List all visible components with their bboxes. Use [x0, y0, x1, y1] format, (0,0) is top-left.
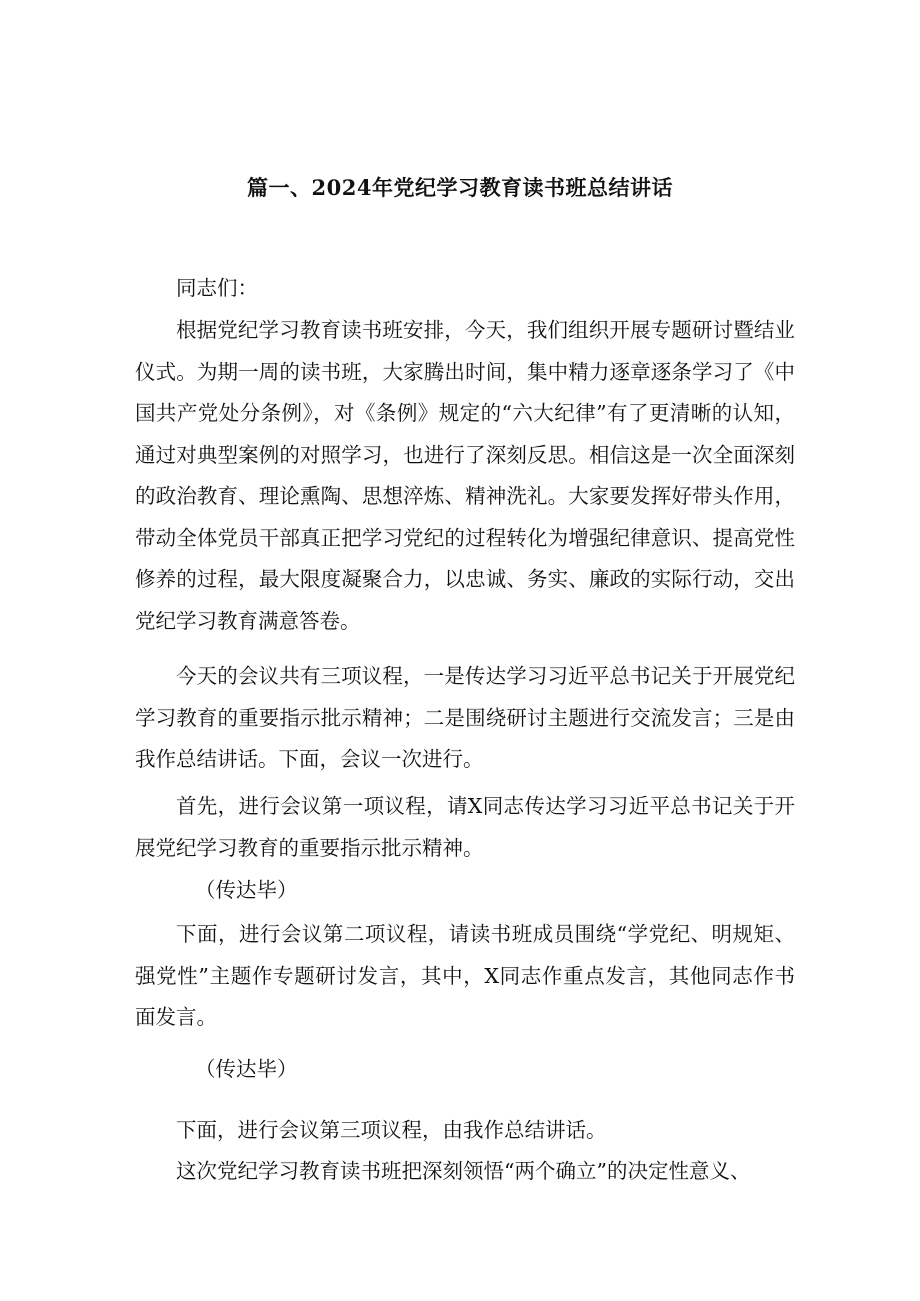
paragraph-6: 这次党纪学习教育读书班把深刻领悟“两个确立”的决定性意义、	[176, 1159, 751, 1183]
paragraph-1: 根据党纪学习教育读书班安排，今天，我们组织开展专题研讨暨结业仪式。为期一周的读书班，大家腾出时间，集中精力逐章逐条学习了《中国共产党处分条例》，对《条例》规定的“六大纪律”有了更清晰的认知，通过对典型案例的对照学习，也进行了深刻反思。相信这是一次全面深刻的政治教育、理论熏陶、思想淬炼、精神洗礼。大家要发挥好带头作用，带动全体党员干部真正把学习党纪的过程转化为增强纪律意识、提高党性修养的过程，最大限度凝聚合力，以忠诚、务实、廉政的实际行动，交出党纪学习教育满意答卷。	[135, 318, 795, 633]
greeting: 同志们：	[176, 276, 258, 300]
paragraph-3: 首先，进行会议第一项议程，请X同志传达学习习近平总书记关于开展党纪学习教育的重要指示批示精神。	[135, 794, 795, 860]
note-relay-complete-2: （传达毕）	[195, 1057, 298, 1081]
paragraph-4: 下面，进行会议第二项议程，请读书班成员围绕“学党纪、明规矩、强党性”主题作专题研讨发言，其中，X同志作重点发言，其他同志作书面发言。	[135, 922, 795, 1029]
note-relay-complete-1: （传达毕）	[195, 878, 298, 902]
paragraph-2: 今天的会议共有三项议程，一是传达学习习近平总书记关于开展党纪学习教育的重要指示批示精神；二是围绕研讨主题进行交流发言；三是由我作总结讲话。下面，会议一次进行。	[135, 664, 795, 771]
paragraph-5: 下面，进行会议第三项议程，由我作总结讲话。	[176, 1118, 607, 1142]
document-title: 篇一、2024年党纪学习教育读书班总结讲话	[247, 175, 673, 200]
